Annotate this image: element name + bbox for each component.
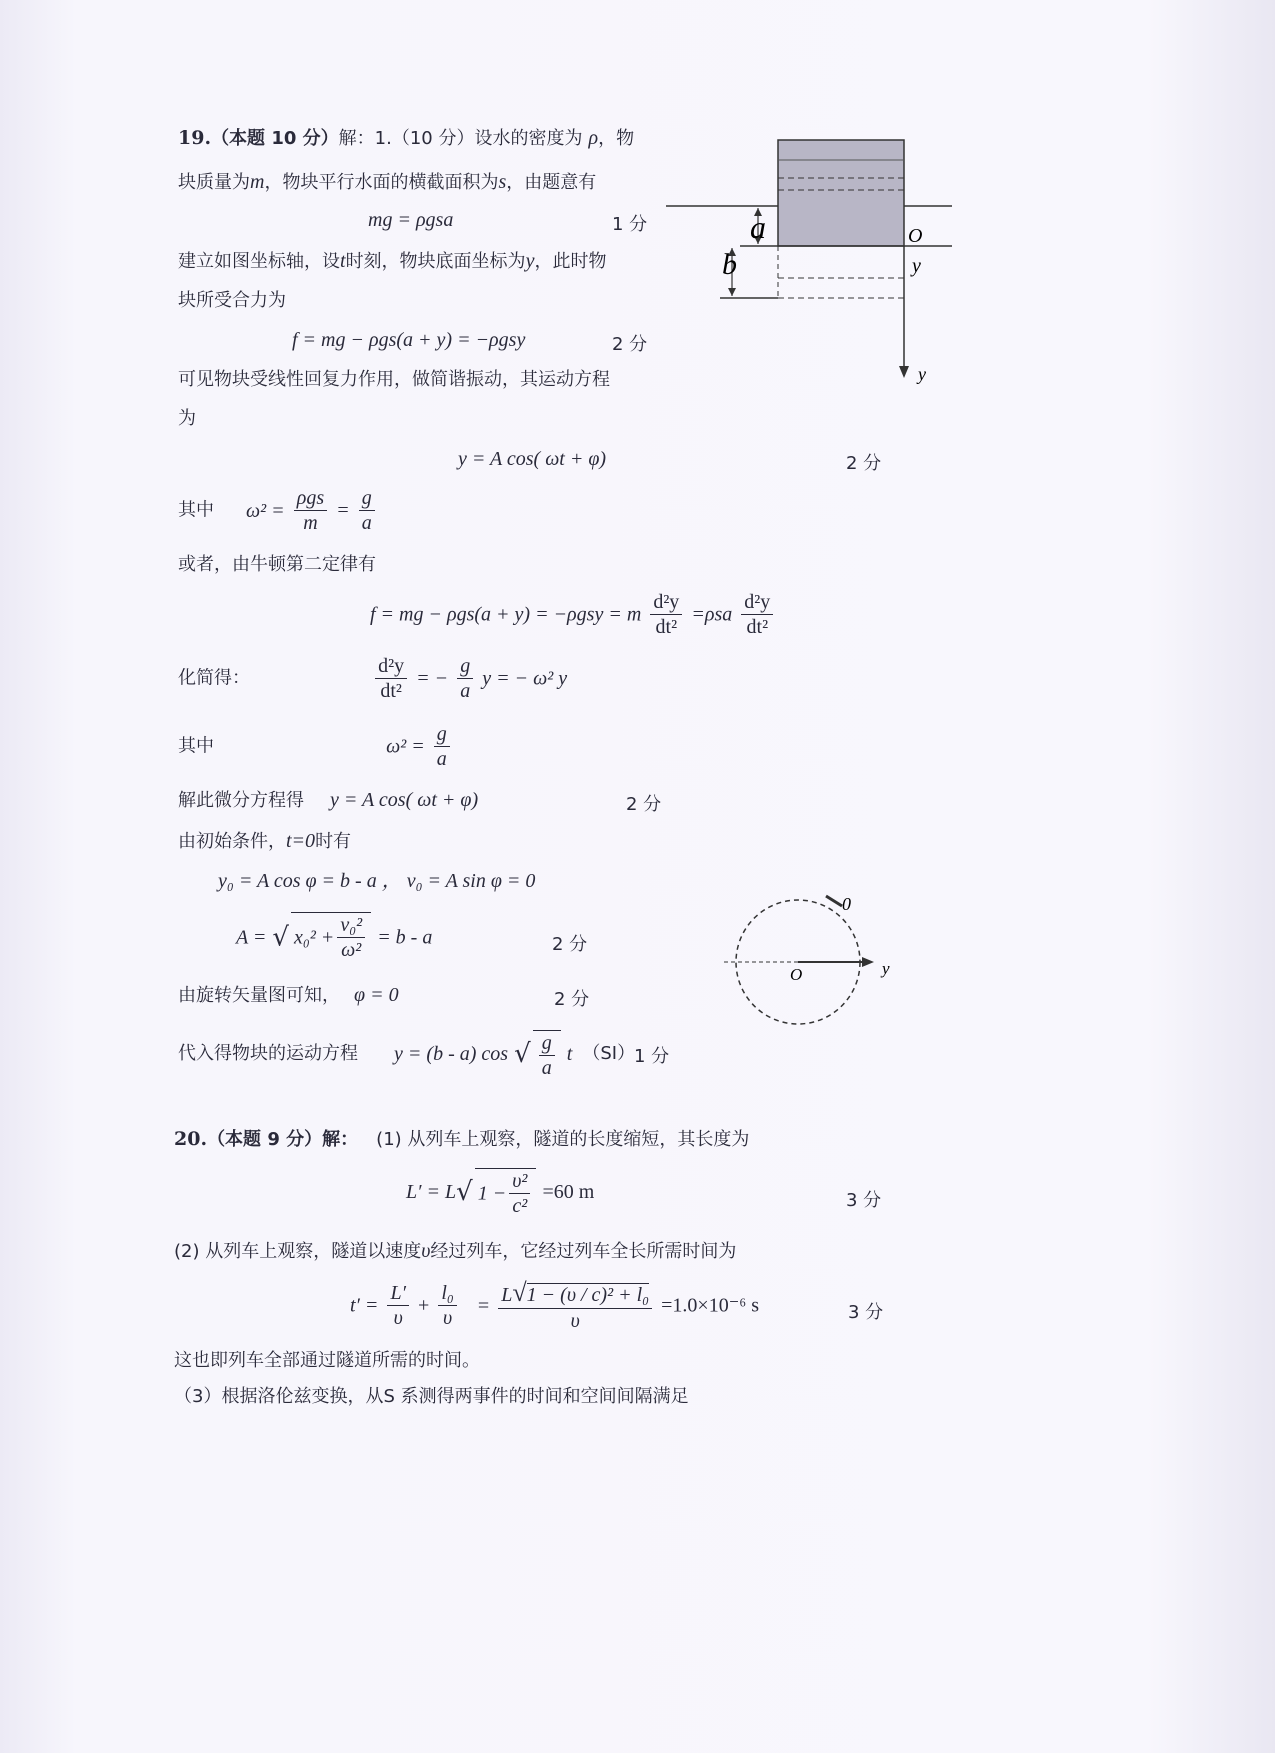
q19-line2: 块质量为m，物块平行水面的横截面积为s，由题意有 — [178, 171, 597, 193]
q20-header: 20.（本题 9 分）解： (1) 从列车上观察，隧道的长度缩短，其长度为 — [174, 1128, 750, 1150]
q19-score3: 2 分 — [846, 453, 882, 474]
q19-amplitude: A = √ x₀² + $\frac{\text{v₀²}}{\text{ω²}}$ = b - a — [236, 914, 433, 961]
label-a: a — [750, 209, 766, 245]
q19-line5: 可见物块受线性回复力作用，做简谐振动，其运动方程 — [178, 369, 610, 390]
floating-block-figure — [660, 130, 960, 390]
q19-line3: 建立如图坐标轴，设t时刻，物块底面坐标为y，此时物 — [178, 250, 607, 272]
q19-header: 19.（本题 10 分）解：1.（10 分）设水的密度为 ρ，物 — [178, 127, 635, 149]
label-y2: y — [882, 959, 890, 978]
vector-arrow-icon — [862, 957, 874, 967]
q20-line4: （3）根据洛伦兹变换，从S 系测得两事件的时间和空间间隔满足 — [174, 1386, 689, 1407]
q19-solve: 解此微分方程得 y = A cos( ωt + φ) — [178, 789, 479, 811]
q19-line6: 为 — [178, 408, 196, 429]
q19-score1: 1 分 — [612, 214, 648, 235]
q19-phase: 由旋转矢量图可知， φ = 0 — [178, 984, 399, 1006]
q19-score2: 2 分 — [612, 334, 648, 355]
q19-score6: 2 分 — [626, 794, 662, 815]
label-y-axis: y — [918, 364, 926, 384]
label-O: O — [908, 225, 923, 247]
q20-line2: (2) 从列车上观察，隧道以速度υ经过列车，它经过列车全长所需时间为 — [174, 1240, 737, 1262]
y-axis-arrow-icon — [899, 366, 909, 378]
q19-omega-def: 其中 ω² = $\frac{\text{ρgs}}{m}$ = $\frac{g}{a}$ — [178, 488, 378, 533]
q19-eq5: 化简得： $\frac{\text{d²y}}{\text{dt²}}$ = − $\frac{g}{a}$ y = − ω² y — [178, 655, 568, 702]
q20-score2: 3 分 — [848, 1302, 884, 1323]
q20-score1: 3 分 — [846, 1190, 882, 1211]
block-upper — [778, 140, 904, 246]
q19-omega-def2: 其中 ω² = $\frac{g}{a}$ — [178, 724, 453, 769]
label-b: b — [722, 248, 737, 281]
rotating-vector-figure — [716, 888, 906, 1038]
q19-score8: 2 分 — [554, 989, 590, 1010]
label-y-tick: y — [912, 255, 921, 277]
q19-eq4: f = mg − ρgs(a + y) = −ρgsy = m $\frac{\text{d²y}}{\text{dt²}}$ =ρsa $\frac{\text{d²y}}{\text{dt²}}$ — [370, 592, 776, 637]
q19-line4: 块所受合力为 — [178, 290, 286, 311]
q19-final: 代入得物块的运动方程 y = (b - a) cos √ $\frac{g}{a}$ t （SI） — [178, 1032, 636, 1079]
q20-eq1: L′ = L√ 1 − $\frac{\text{υ²}}{\text{c²}}$ =60 m — [406, 1170, 595, 1217]
label-O2: O — [790, 965, 803, 984]
q19-initial: 由初始条件，t=0时有 — [178, 830, 352, 852]
q19-eq3: y = A cos( ωt + φ) — [458, 448, 607, 470]
q19-eq1: mg = ρgsa — [368, 209, 454, 231]
q19-eq2: f = mg − ρgs(a + y) = −ρgsy — [292, 329, 526, 351]
q19-huozhe: 或者，由牛顿第二定律有 — [178, 554, 376, 575]
q19-eq7: y₀ = A cos φ = b - a ， v₀ = A sin φ = 0 — [218, 870, 536, 892]
q19-score7: 2 分 — [552, 934, 588, 955]
q20-line3: 这也即列车全部通过隧道所需的时间。 — [174, 1350, 480, 1371]
label-phi: 0 — [842, 894, 851, 914]
q19-score9: 1 分 — [634, 1046, 670, 1067]
q20-eq2: t′ = $\frac{L'}{\upsilon}$ + $\frac{\text{l₀}}{\upsilon}$ = $\frac{\text{L√1 − (υ / c)² + l₀}}{\upsilon}$ =1.0×10⁻⁶ s — [350, 1278, 760, 1332]
